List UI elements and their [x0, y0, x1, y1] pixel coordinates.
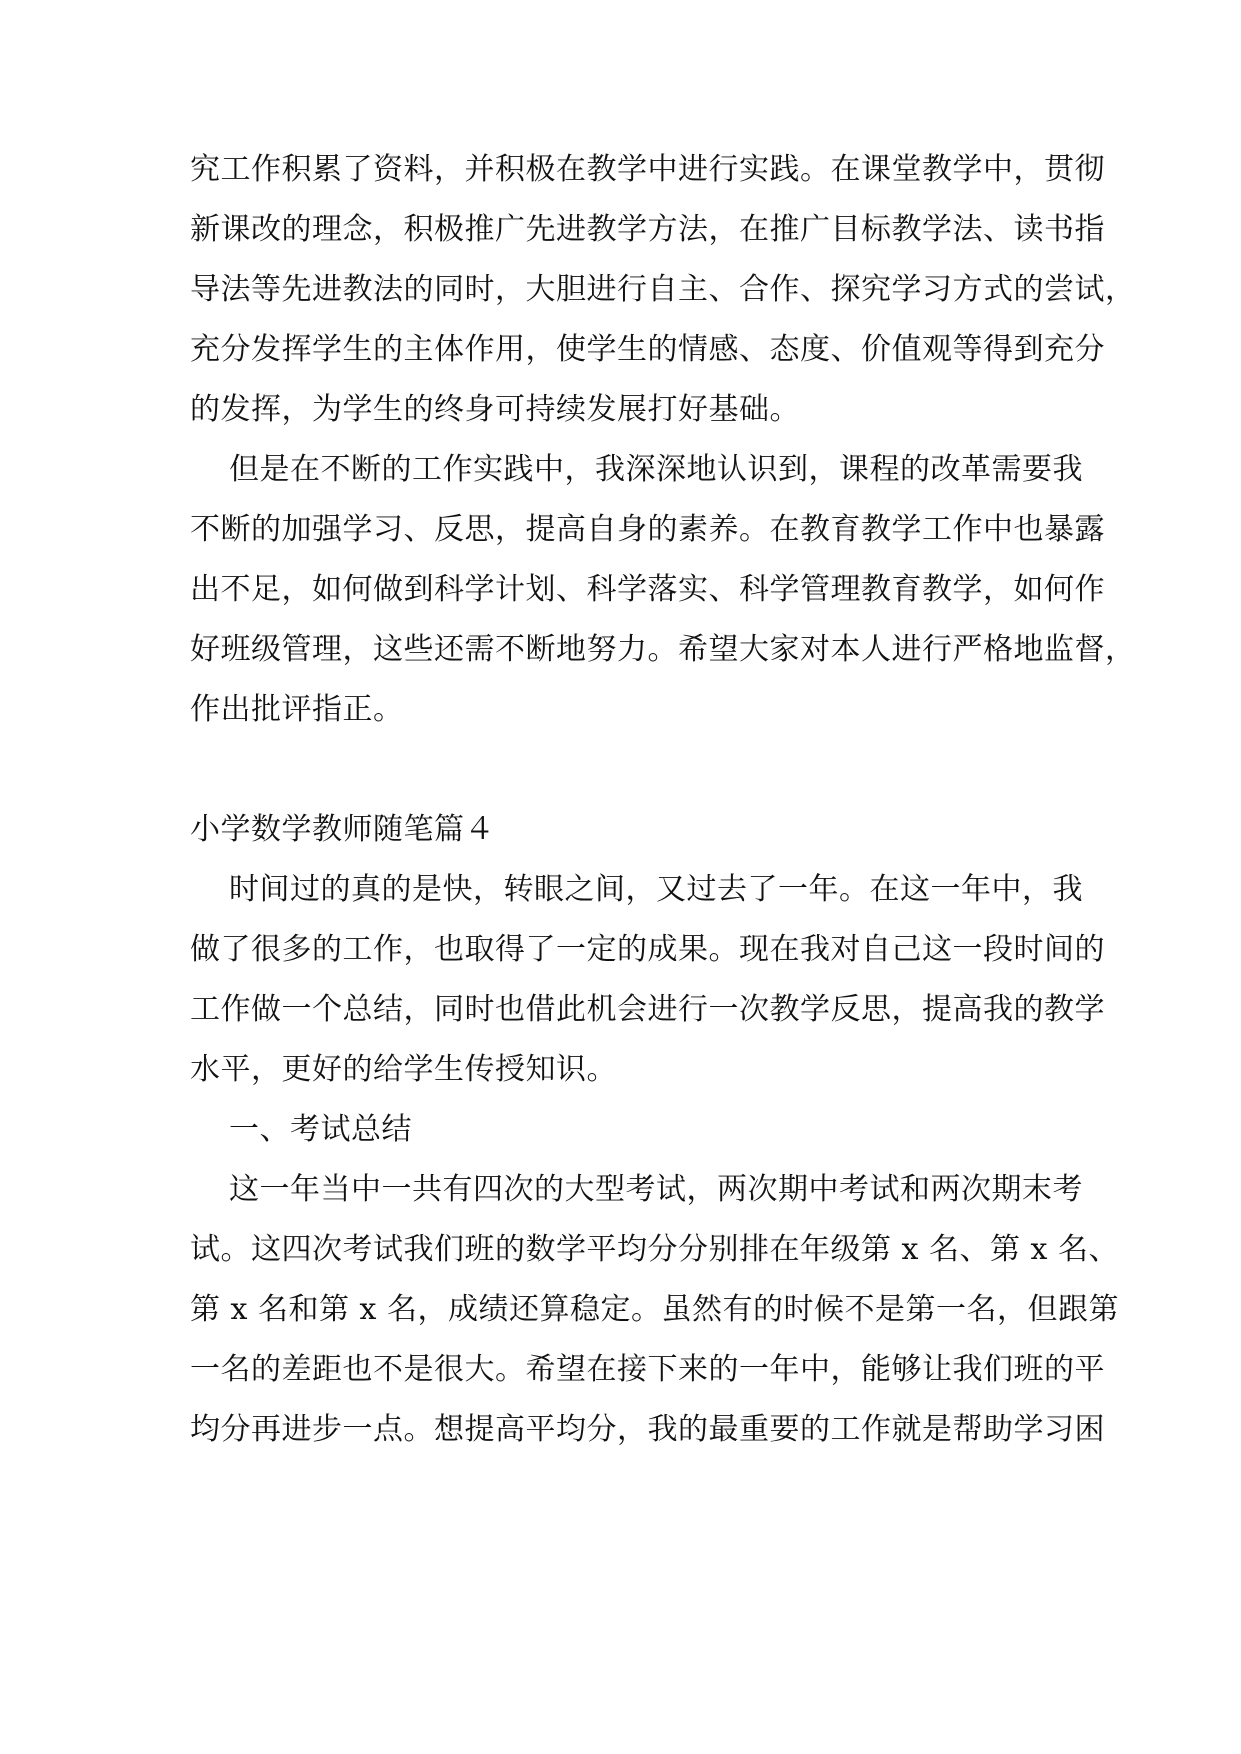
paragraph-line: 试。这四次考试我们班的数学平均分分别排在年级第 x 名、第 x 名、: [190, 1232, 1119, 1267]
paragraph-line: 作出批评指正。: [190, 692, 404, 727]
paragraph-line: 水平，更好的给学生传授知识。: [190, 1052, 617, 1087]
paragraph-line: 做了很多的工作，也取得了一定的成果。现在我对自己这一段时间的: [190, 932, 1105, 967]
paragraph-line: 出不足，如何做到科学计划、科学落实、科学管理教育教学，如何作: [190, 572, 1105, 607]
subheading: 一、考试总结: [229, 1112, 412, 1147]
paragraph-line: 均分再进步一点。想提高平均分，我的最重要的工作就是帮助学习困: [190, 1412, 1105, 1447]
paragraph-line: 新课改的理念，积极推广先进教学方法，在推广目标教学法、读书指: [190, 212, 1105, 247]
section-title: 小学数学教师随笔篇４: [190, 812, 495, 847]
paragraph-line: 第 x 名和第 x 名，成绩还算稳定。虽然有的时候不是第一名，但跟第: [190, 1292, 1119, 1327]
paragraph-line: 的发挥，为学生的终身可持续发展打好基础。: [190, 392, 800, 427]
paragraph-line: 但是在不断的工作实践中，我深深地认识到，课程的改革需要我: [229, 452, 1083, 487]
paragraph-line: 一名的差距也不是很大。希望在接下来的一年中，能够让我们班的平: [190, 1352, 1105, 1387]
paragraph-line: 充分发挥学生的主体作用，使学生的情感、态度、价值观等得到充分: [190, 332, 1105, 367]
paragraph-line: 导法等先进教法的同时，大胆进行自主、合作、探究学习方式的尝试，: [190, 272, 1136, 307]
paragraph-line: 时间过的真的是快，转眼之间，又过去了一年。在这一年中，我: [229, 872, 1083, 907]
paragraph-line: 工作做一个总结，同时也借此机会进行一次教学反思，提高我的教学: [190, 992, 1105, 1027]
paragraph-line: 好班级管理，这些还需不断地努力。希望大家对本人进行严格地监督，: [190, 632, 1136, 667]
paragraph-line: 这一年当中一共有四次的大型考试，两次期中考试和两次期末考: [229, 1172, 1083, 1207]
paragraph-line: 不断的加强学习、反思，提高自身的素养。在教育教学工作中也暴露: [190, 512, 1105, 547]
paragraph-line: 究工作积累了资料，并积极在教学中进行实践。在课堂教学中，贯彻: [190, 152, 1105, 187]
